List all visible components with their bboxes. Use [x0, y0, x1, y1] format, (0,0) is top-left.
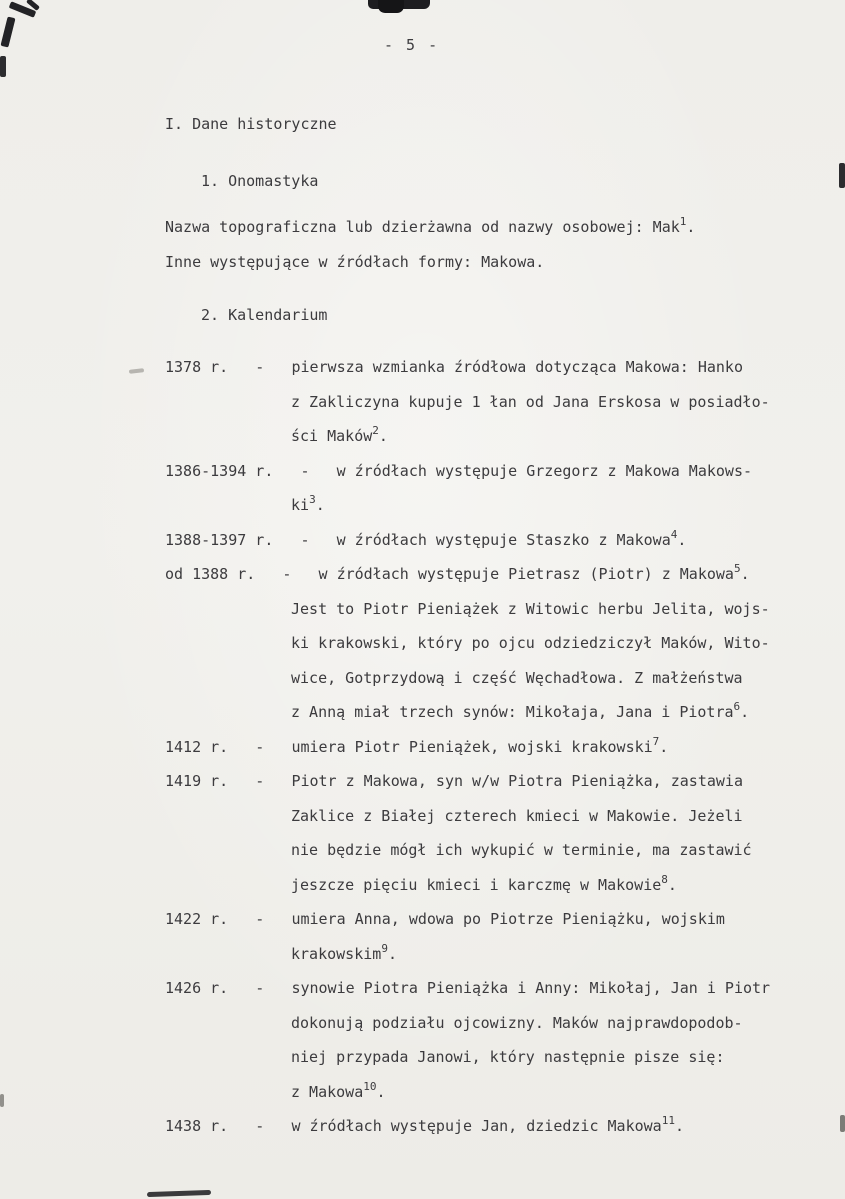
footnote-ref: 2: [372, 424, 379, 437]
text-run: Zaklice z Białej czterech kmieci w Makowie. Jeżeli: [291, 806, 743, 825]
text-run: .: [376, 1082, 386, 1101]
entry-date: 1378 r. -: [165, 358, 292, 376]
text-run: krakowskim: [291, 944, 382, 963]
text-line: [165, 1109, 770, 1144]
text-line: [165, 245, 695, 280]
footnote-ref: 11: [661, 1114, 675, 1127]
text-line: [165, 557, 770, 592]
text-line: [165, 937, 770, 972]
text-run: Jest to Piotr Pieniążek z Witowic herbu Jelita, wojs-: [291, 599, 770, 618]
text-line: [165, 626, 770, 661]
kalendarium-list: [165, 350, 770, 1144]
text-run: .: [740, 703, 750, 721]
text-line: [165, 833, 770, 868]
page-number: - 5 -: [384, 36, 440, 54]
text-run: w źródłach występuje Jan, dziedzic Makowa: [291, 1117, 662, 1135]
onomastyka-text: [165, 210, 695, 279]
kalendarium-entry: [165, 730, 770, 765]
text-run: .: [387, 944, 397, 963]
entry-date: 1422 r. -: [165, 910, 292, 928]
text-run: .: [686, 218, 696, 236]
text-line: [165, 210, 695, 245]
text-run: umiera Piotr Pieniążek, wojski krakowski: [291, 737, 653, 756]
footnote-ref: 8: [661, 872, 668, 886]
text-run: nie będzie mógł ich wykupić w terminie, ma zastawić: [291, 841, 752, 859]
text-line: [165, 523, 770, 558]
text-run: ści Maków: [291, 427, 373, 445]
scan-artifact: [0, 56, 6, 77]
text-run: .: [674, 1117, 684, 1135]
text-run: synowie Piotra Pieniążka i Anny: Mikołaj, Jan i Piotr: [291, 979, 771, 997]
kalendarium-entry: [165, 1109, 770, 1144]
text-run: .: [378, 427, 388, 445]
text-run: z Makowa: [291, 1082, 364, 1101]
kalendarium-entry: [165, 902, 770, 971]
text-run: Nazwa topograficzna lub dzierżawna od nazwy osobowej: Mak: [165, 218, 680, 236]
text-run: .: [667, 875, 677, 894]
text-run: Inne występujące w źródłach formy: Makowa.: [165, 252, 545, 271]
text-line: [165, 1040, 770, 1075]
scan-artifact: [0, 16, 15, 47]
text-line: [165, 695, 770, 730]
text-line: [165, 488, 770, 523]
text-run: ki: [291, 496, 310, 514]
text-line: [165, 454, 770, 489]
scan-artifact: [378, 0, 404, 13]
text-run: w źródłach występuje Pietrasz (Piotr) z Makowa: [318, 565, 734, 583]
entry-date: 1412 r. -: [165, 737, 292, 756]
footnote-ref: 10: [363, 1079, 377, 1093]
footnote-ref: 3: [309, 493, 316, 506]
kalendarium-entry: [165, 971, 770, 1109]
text-line: [165, 971, 770, 1006]
text-run: .: [740, 565, 750, 583]
text-run: niej przypada Janowi, który następnie pisze się:: [291, 1048, 725, 1066]
pencil-mark: [129, 368, 144, 374]
kalendarium-entry: [165, 764, 770, 902]
footnote-ref: 9: [381, 941, 388, 955]
footnote-ref: 6: [733, 700, 741, 713]
subsection-title-kalendarium: 2. Kalendarium: [201, 306, 328, 324]
text-line: [165, 902, 770, 937]
text-line: [165, 350, 770, 385]
kalendarium-entry: [165, 454, 770, 523]
text-line: [165, 868, 770, 903]
subsection-title-onomastyka: 1. Onomastyka: [201, 172, 319, 190]
text-run: ki krakowski, który po ojcu odziedziczył Maków, Wito-: [291, 634, 770, 652]
entry-date: 1419 r. -: [165, 772, 292, 790]
text-run: pierwsza wzmianka źródłowa dotycząca Makowa: Hanko: [291, 358, 743, 376]
text-run: z Anną miał trzech synów: Mikołaja, Jana i Piotra: [291, 703, 734, 721]
entry-date: 1438 r. -: [165, 1117, 292, 1135]
text-run: Piotr z Makowa, syn w/w Piotra Pieniążka, zastawia: [291, 772, 743, 790]
entry-date: 1386-1394 r. -: [165, 461, 337, 480]
text-line: [165, 661, 770, 696]
text-line: [165, 730, 770, 765]
scan-artifact: [840, 1115, 845, 1132]
footnote-ref: 4: [670, 527, 678, 541]
text-line: [165, 1006, 770, 1041]
entry-date: od 1388 r. -: [165, 565, 319, 583]
text-run: w źródłach występuje Staszko z Makowa: [336, 530, 671, 549]
text-run: dokonują podziału ojcowizny. Maków najprawdopodob-: [291, 1013, 743, 1032]
text-line: [165, 799, 770, 834]
footnote-ref: 5: [733, 562, 741, 575]
text-line: [165, 419, 770, 454]
text-line: [165, 1075, 770, 1110]
text-run: w źródłach występuje Grzegorz z Makowa Makows-: [336, 461, 753, 480]
section-heading: I. Dane historyczne: [165, 115, 337, 133]
entry-date: 1388-1397 r. -: [165, 530, 337, 549]
text-run: .: [677, 530, 687, 549]
entry-date: 1426 r. -: [165, 979, 292, 997]
kalendarium-entry: [165, 350, 770, 454]
text-run: umiera Anna, wdowa po Piotrze Pieniążku, wojskim: [291, 910, 725, 928]
text-run: z Zakliczyna kupuje 1 łan od Jana Erskosa w posiadło-: [291, 392, 770, 411]
text-run: .: [315, 496, 325, 514]
text-line: [165, 385, 770, 420]
text-line: [165, 592, 770, 627]
footnote-ref: 1: [679, 215, 687, 228]
text-run: jeszcze pięciu kmieci i karczmę w Makowie: [291, 875, 662, 894]
scan-artifact: [839, 163, 845, 188]
scan-artifact: [147, 1190, 211, 1197]
kalendarium-entry: [165, 523, 770, 558]
text-run: .: [659, 737, 669, 756]
text-run: wice, Gotprzydową i część Węchadłowa. Z małżeństwa: [291, 668, 743, 687]
text-line: [165, 764, 770, 799]
scan-artifact: [0, 1094, 4, 1107]
kalendarium-entry: [165, 557, 770, 730]
footnote-ref: 7: [652, 734, 660, 748]
